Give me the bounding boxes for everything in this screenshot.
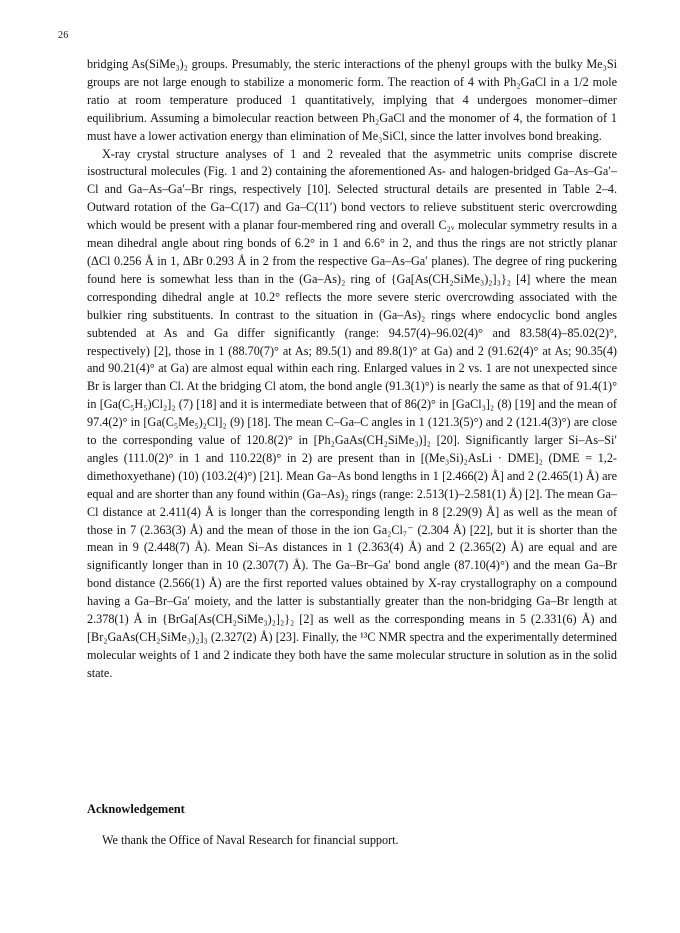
acknowledgement-heading: Acknowledgement [87, 802, 185, 816]
acknowledgement-text: We thank the Office of Naval Research for financial support. [102, 833, 399, 847]
page-number: 26 [58, 30, 69, 41]
body-text [87, 56, 617, 683]
paragraph: bridging As(SiMe₃)₂ groups. Presumably, the steric interactions of the phenyl groups with the bulky Me₃Si groups are not large enough to stabilize a monomeric form. The reaction of 4 with Ph₂GaCl in a 1/2 mole ratio at room temperature produced 1 quantitatively, implying that 4 undergoes monomer–dimer equilibrium. Assuming a bimolecular reaction between Ph₂GaCl and the monomer of 4, the formation of 1 must have a lower activation energy than elimination of Me₃SiCl, since the latter involves bond breaking. [87, 57, 617, 143]
paragraph: X-ray crystal structure analyses of 1 and 2 revealed that the asymmetric units comprise discrete isostructural molecules (Fig. 1 and 2) containing the aforementioned As- and halogen-bridged Ga–As–Ga′–Cl and Ga–As–Ga′–Br rings, respectively [10]. Selected structural details are presented in Table 2–4. Outward rotation of the Ga–C(17) and Ga–C(11′) bond vectors to relieve substituent steric overcrowding which would be present with a planar four-membered ring and overall C₂ᵥ molecular symmetry results in a mean dihedral angle about ring bonds of 6.2° in 1 and 6.6° in 2, and thus the rings are not strictly planar (ΔCl 0.256 Å in 1, ΔBr 0.293 Å in 2 from the respective Ga–As–Ga′ planes). The degree of ring puckering found here is somewhat less than in the (Ga–As)₂ ring of {Ga[As(CH₂SiMe₃)₂]₃}₂ [4] where the mean corresponding dihedral angle at 10.2° reflects the more severe steric overcrowding associated with the bulkier ring substituents. In contrast to the situation in (Ga–As)₂ rings where endocyclic bond angles subtended at As and Ga differ significantly (range: 94.57(4)–96.02(4)° and 83.58(4)–85.02(2)°, respectively) [2], those in 1 (88.70(7)° at As; 89.5(1) and 89.8(1)° at Ga) and 2 (91.62(4)° at As; 90.35(4) and 90.21(4)° at Ga) are almost equal within each ring. Enlarged values in 2 vs. 1 are not unexpected since Br is larger than Cl. At the bridging Cl atom, the bond angle (91.3(1)°) is nearly the same as that of 91.4(1)° in [Ga(C₅H₅)Cl₂]₂ (7) [18] and it is intermediate between that of 86(2)° in [GaCl₃]₂ (8) [19] and the mean of 97.4(2)° in [Ga(C₅Me₅)₂Cl]₂ (9) [18]. The mean C–Ga–C angles in 1 (121.3(5)°) and 2 (121.4(3)°) are close to the corresponding value of 120.8(2)° in [Ph₂GaAs(CH₂SiMe₃)]₂ [20]. Significantly larger Si–As–Si′ angles (111.0(2)° in 1 and 110.22(8)° in 2) are present than in [(Me₃Si)₂AsLi · DME]₂ (DME = 1,2-dimethoxyethane) (10) (103.2(4)°) [21]. Mean Ga–As bond lengths in 1 [2.466(2) Å] and 2 (2.465(1) Å) are equal and are shorter than any found within (Ga–As)₂ rings (range: 2.513(1)–2.581(1) Å) [2]. The mean Ga–Cl distance at 2.411(4) Å is longer than the corresponding length in 8 [2.29(9) Å] as well as the mean of those in 7 (2.363(3) Å) and the mean of those in the ion Ga₂Cl₇⁻ (2.304 Å) [22], but it is shorter than the mean in 9 (2.448(7) Å). Mean Si–As distances in 1 (2.363(4) Å) and 2 (2.365(2) Å) are equal and are significantly longer than in 10 (2.307(7) Å). The Ga–Br–Ga′ bond angle (87.10(4)°) and the mean Ga–Br bond distance (2.566(1) Å) are the first reported values obtained by X-ray crystallography on a compound having a Ga–Br–Ga′ moiety, and the latter is substantially greater than the non-bridging Ga–Br length at 2.378(1) Å in {BrGa[As(CH₂SiMe₃)₂]₂}₂ [2] as well as the corresponding means in 5 (2.331(6) Å) and [Br₂GaAs(CH₂SiMe₃)₂]₃ (2.327(2) Å) [23]. Finally, the ¹³C NMR spectra and the experimentally determined molecular weights of 1 and 2 indicate they both have the same molecular structure in solution as in the solid state. [87, 146, 617, 680]
